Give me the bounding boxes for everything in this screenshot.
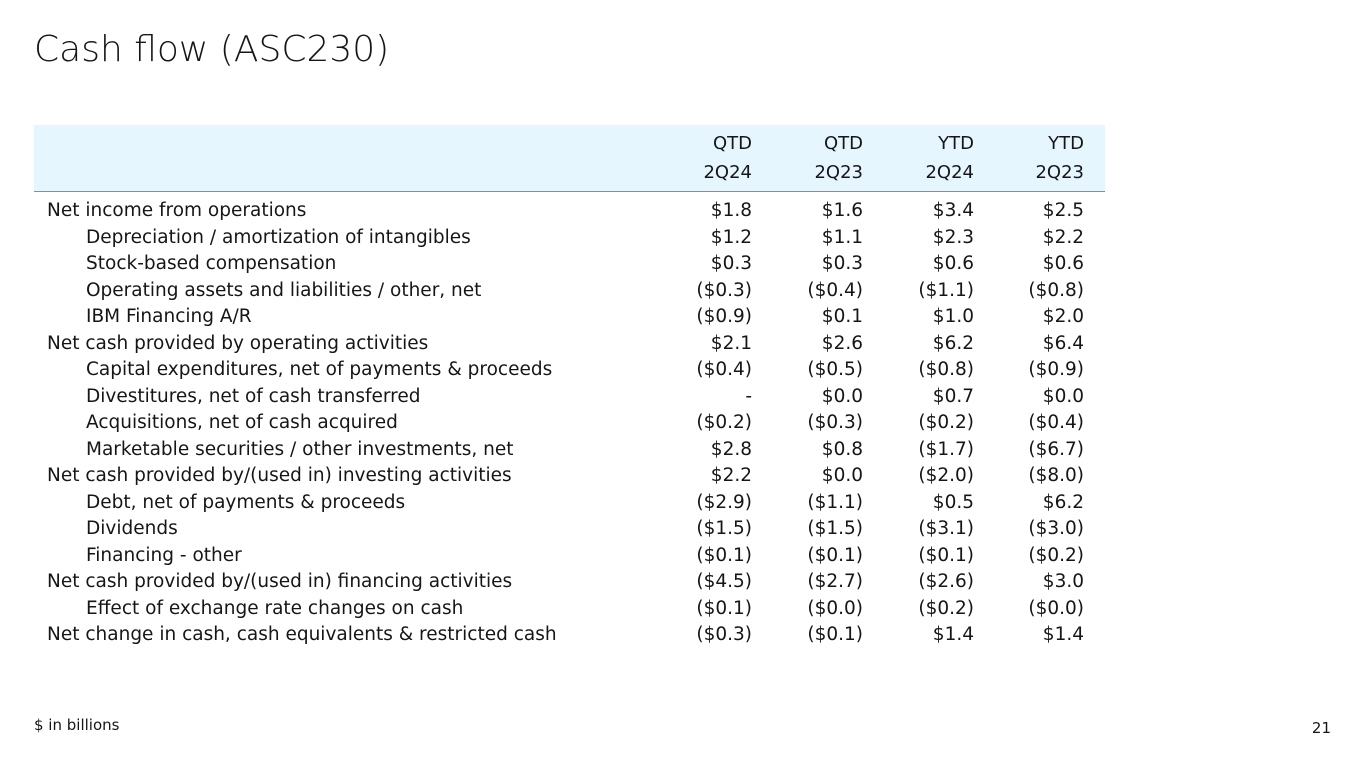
row-value: $2.6 <box>821 332 863 354</box>
row-value: $6.2 <box>932 332 974 354</box>
table-row <box>34 569 1105 596</box>
column-header-period: YTD <box>1048 133 1084 154</box>
row-value: $1.0 <box>932 306 974 327</box>
row-value: $2.2 <box>1042 226 1084 248</box>
row-value: ($1.5) <box>807 518 863 539</box>
row-value: ($0.3) <box>696 279 752 301</box>
row-value: ($8.0) <box>1028 465 1084 486</box>
row-label: IBM Financing A/R <box>86 306 252 327</box>
row-value: ($0.4) <box>807 279 863 301</box>
row-value: ($0.2) <box>918 597 974 619</box>
column-header-quarter: 2Q24 <box>703 162 752 183</box>
page-title: Cash flow (ASC230) <box>34 29 390 70</box>
row-label: Effect of exchange rate changes on cash <box>86 597 464 619</box>
row-value: ($0.9) <box>1028 359 1084 380</box>
table-row <box>34 251 1105 278</box>
row-value: ($1.1) <box>918 279 974 301</box>
row-value: $1.4 <box>932 624 974 645</box>
row-value: ($0.1) <box>696 544 752 566</box>
row-value: $2.5 <box>1042 200 1084 221</box>
row-value: $1.6 <box>821 200 863 221</box>
column-header <box>752 125 863 192</box>
table-row <box>34 437 1105 464</box>
row-label: Capital expenditures, net of payments & proceeds <box>86 359 553 380</box>
page-number: 21 <box>1311 719 1331 737</box>
row-value: ($0.2) <box>918 412 974 433</box>
column-header <box>863 125 974 192</box>
row-value: ($0.8) <box>918 359 974 380</box>
row-value: ($0.8) <box>1028 279 1084 301</box>
row-value: $6.2 <box>1042 491 1084 513</box>
row-label: Net cash provided by operating activities <box>47 332 429 354</box>
header-label-cell <box>34 125 641 192</box>
row-value: $2.3 <box>932 226 974 248</box>
row-value: ($1.5) <box>696 518 752 539</box>
row-value: ($0.0) <box>807 597 863 619</box>
row-value: - <box>745 385 752 407</box>
column-header-period: YTD <box>938 133 974 154</box>
row-label: Depreciation / amortization of intangibles <box>86 226 471 248</box>
row-value: ($4.5) <box>696 571 752 592</box>
row-value: ($0.0) <box>1028 597 1084 619</box>
row-value: ($0.2) <box>696 412 752 433</box>
row-value: ($3.1) <box>918 518 974 539</box>
row-value: $2.2 <box>710 465 752 486</box>
row-value: $2.8 <box>710 438 752 460</box>
row-value: $2.0 <box>1042 306 1084 327</box>
row-label: Stock-based compensation <box>86 253 337 274</box>
table-row <box>34 304 1105 331</box>
row-value: $3.0 <box>1042 571 1084 592</box>
row-label: Net change in cash, cash equivalents & restricted cash <box>47 624 557 645</box>
column-header <box>641 125 752 192</box>
row-value: ($3.0) <box>1028 518 1084 539</box>
row-label: Net income from operations <box>47 200 307 221</box>
row-label: Financing - other <box>86 544 242 566</box>
row-value: ($0.1) <box>807 544 863 566</box>
cash-flow-table <box>34 125 1105 649</box>
row-value: $0.0 <box>821 465 863 486</box>
row-value: ($0.2) <box>1028 544 1084 566</box>
row-value: $3.4 <box>932 200 974 221</box>
row-value: $0.6 <box>1042 253 1084 274</box>
row-value: ($2.6) <box>918 571 974 592</box>
column-header-quarter: 2Q23 <box>1035 162 1084 183</box>
row-value: ($2.7) <box>807 571 863 592</box>
row-value: ($0.1) <box>918 544 974 566</box>
column-header-quarter: 2Q23 <box>814 162 863 183</box>
column-header-period: QTD <box>712 133 752 154</box>
cash-flow-table-container <box>34 125 1105 649</box>
row-value: $1.4 <box>1042 624 1084 645</box>
row-value: $0.0 <box>1042 385 1084 407</box>
row-value: ($0.4) <box>696 359 752 380</box>
table-row <box>34 622 1105 649</box>
row-label: Dividends <box>86 518 178 539</box>
row-value: $1.1 <box>821 226 863 248</box>
row-value: $0.6 <box>932 253 974 274</box>
table-row <box>34 463 1105 490</box>
row-value: ($1.1) <box>807 491 863 513</box>
footnote: $ in billions <box>34 716 120 734</box>
row-value: $1.8 <box>710 200 752 221</box>
row-value: $0.5 <box>932 491 974 513</box>
table-row <box>34 490 1105 517</box>
table-row <box>34 384 1105 411</box>
row-value: $2.1 <box>710 332 752 354</box>
row-value: $0.3 <box>821 253 863 274</box>
table-body <box>34 192 1105 649</box>
row-value: ($0.3) <box>696 624 752 645</box>
row-label: Net cash provided by/(used in) investing activities <box>47 465 512 486</box>
row-value: $0.3 <box>710 253 752 274</box>
table-row <box>34 331 1105 358</box>
column-header <box>974 125 1105 192</box>
row-value: ($0.5) <box>807 359 863 380</box>
row-label: Net cash provided by/(used in) financing activities <box>47 571 513 592</box>
row-label: Debt, net of payments & proceeds <box>86 491 406 513</box>
row-value: ($1.7) <box>918 438 974 460</box>
row-value: ($0.3) <box>807 412 863 433</box>
column-header-quarter: 2Q24 <box>925 162 974 183</box>
row-label: Divestitures, net of cash transferred <box>86 385 421 407</box>
row-value: ($6.7) <box>1028 438 1084 460</box>
row-value: ($0.4) <box>1028 412 1084 433</box>
row-value: $0.8 <box>821 438 863 460</box>
row-value: $1.2 <box>710 226 752 248</box>
row-value: ($0.9) <box>696 306 752 327</box>
row-value: $0.1 <box>821 306 863 327</box>
table-row <box>34 278 1105 305</box>
row-value: ($0.1) <box>807 624 863 645</box>
row-value: ($2.0) <box>918 465 974 486</box>
row-value: ($0.1) <box>696 597 752 619</box>
table-row <box>34 198 1105 225</box>
table-row <box>34 596 1105 623</box>
row-value: ($2.9) <box>696 491 752 513</box>
table-row <box>34 543 1105 570</box>
row-label: Marketable securities / other investments, net <box>86 438 514 460</box>
table-row <box>34 225 1105 252</box>
table-row <box>34 516 1105 543</box>
table-row <box>34 357 1105 384</box>
table-header-row <box>34 125 1105 192</box>
row-value: $0.0 <box>821 385 863 407</box>
column-header-period: QTD <box>823 133 863 154</box>
row-value: $0.7 <box>932 385 974 407</box>
row-label: Operating assets and liabilities / other, net <box>86 279 482 301</box>
table-row <box>34 410 1105 437</box>
row-value: $6.4 <box>1042 332 1084 354</box>
row-label: Acquisitions, net of cash acquired <box>86 412 398 433</box>
